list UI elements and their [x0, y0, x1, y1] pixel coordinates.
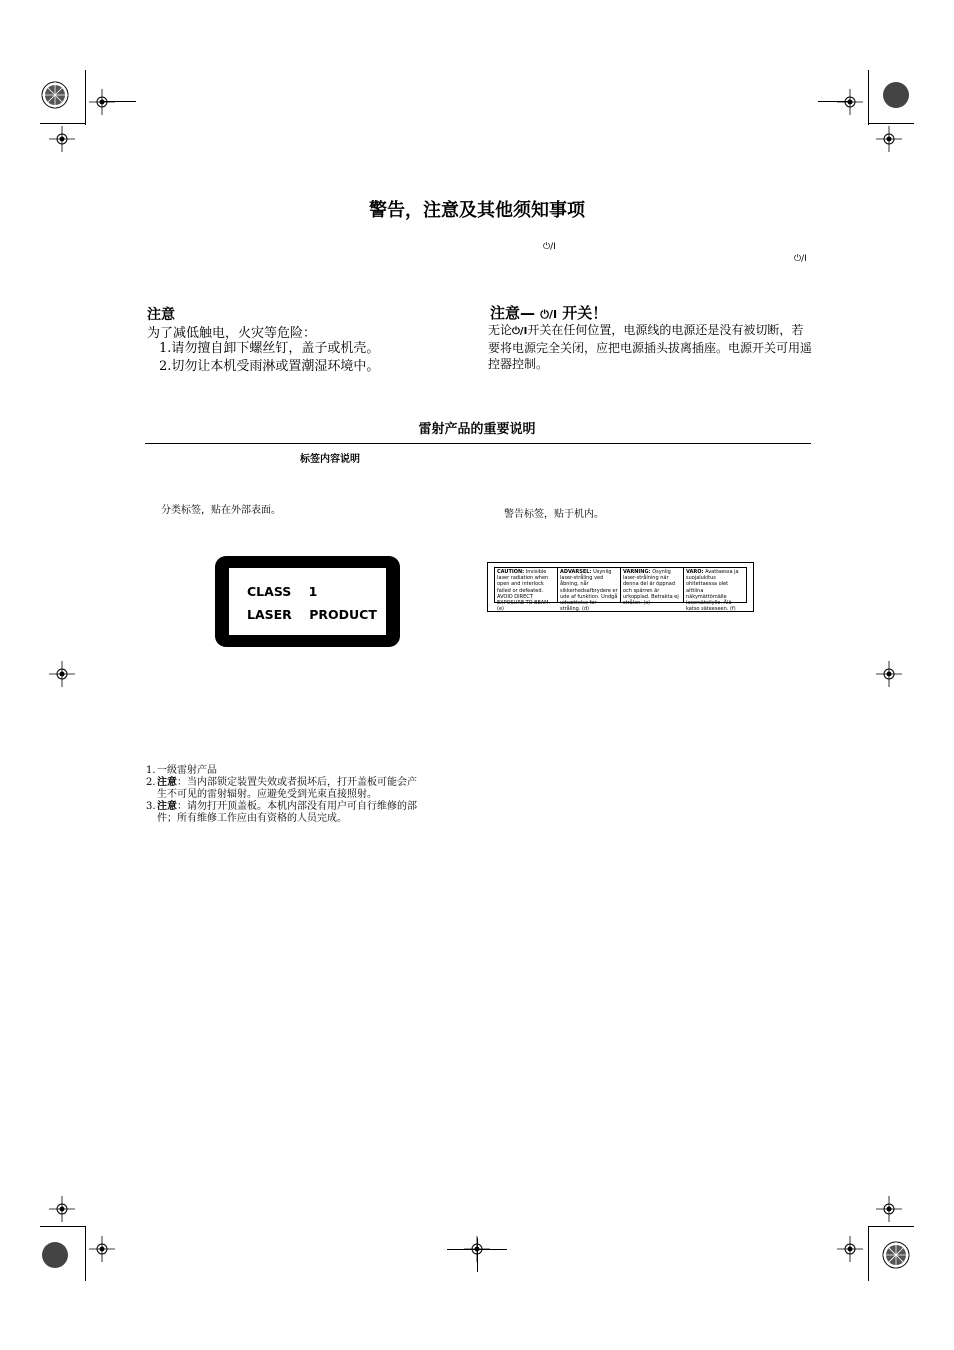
- caution-list: [159, 340, 379, 376]
- registration-mark-bottom-left: [24, 1224, 86, 1286]
- registration-mark-top-right: [865, 64, 927, 126]
- list-item: 2.切勿让本机受雨淋或置潮湿环境中。: [159, 359, 380, 374]
- laser-warning-label: [487, 562, 754, 612]
- crosshair-mark: [89, 1236, 115, 1262]
- heading-suffix: 开关！: [562, 304, 608, 322]
- laser-notes: 1. 一级雷射产品 2. 注意：当内部锁定装置失效或者损坏后，打开盖板可能会产 生不可见的雷射辐射。应避免受到光束直接照射。 3. 注意：请勿打开顶盖板。本机内部没有用户可自行维修的部 件；所有维修工作应由有资格的人员完成。: [146, 765, 446, 825]
- warning-cell: VARO: Avattaessa ja suojalukitus ohitettaessa olet alttiina näkymättömälle lasersäteilylle. Älä katso säteeseen. (f): [686, 569, 739, 613]
- classification-note: 分类标签，贴在外部表面。: [161, 505, 281, 516]
- crosshair-mark: [876, 126, 902, 152]
- power-symbol-icon: ⏻/I: [794, 254, 807, 264]
- caution-intro: 为了减低触电，火灾等危险：: [147, 326, 317, 341]
- label-subtitle: 标签内容说明: [300, 454, 360, 465]
- crosshair-mark: [837, 1236, 863, 1262]
- crop-line: [868, 70, 869, 125]
- crop-line: [40, 123, 86, 124]
- body-text: 开关在任何位置，电源线的电源还是没有被切断，若要将电源完全关闭，应把电源插头拔离插座。电源开关可用遥控器控制。: [488, 323, 813, 371]
- caution-heading: 注意: [147, 307, 175, 323]
- crop-line: [868, 1226, 914, 1227]
- crosshair-mark: [837, 89, 863, 115]
- heading-prefix: 注意—: [490, 304, 536, 322]
- power-symbol-icon: ⏻/I: [512, 326, 528, 337]
- registration-mark-top-left: [24, 64, 86, 126]
- crosshair-mark: [49, 126, 75, 152]
- registration-mark-bottom-right: [865, 1224, 927, 1286]
- crop-line: [868, 1226, 869, 1281]
- list-item: 3. 注意：请勿打开顶盖板。本机内部没有用户可自行维修的部: [146, 801, 417, 812]
- crop-line: [85, 70, 86, 125]
- warning-cell: ADVARSEL: Usynlig laser-stråling ved åbning, når sikkerhedsafbrydere er ude af funktion. Undgå udsættelse for stråling. (d): [558, 568, 621, 602]
- class-label-line1: CLASS 1: [247, 584, 318, 599]
- page-title: 警告，注意及其他须知事项: [369, 200, 585, 221]
- power-switch-body: [488, 322, 813, 372]
- power-switch-heading: [490, 302, 607, 323]
- crosshair-mark: [876, 1196, 902, 1222]
- section-divider: [145, 443, 811, 444]
- crop-line: [868, 123, 914, 124]
- warning-note: 警告标签，贴于机内。: [504, 509, 604, 520]
- laser-section-title: 雷射产品的重要说明: [418, 422, 536, 437]
- power-symbol-icon: ⏻/I: [540, 308, 558, 321]
- list-item: 1. 一级雷射产品: [146, 765, 217, 776]
- body-prefix: 无论: [488, 323, 513, 337]
- crop-line: [40, 1226, 86, 1227]
- list-item: 2. 注意：当内部锁定装置失效或者损坏后，打开盖板可能会产: [146, 777, 417, 788]
- crosshair-mark: [49, 1196, 75, 1222]
- crop-line: [102, 101, 136, 102]
- warning-cell: CAUTION: Invisible laser radiation when open and interlock failed or defeated. AVOID DIRECT EXPOSURE TO BEAM. (e): [495, 568, 558, 602]
- class-label-line2: LASER PRODUCT: [247, 607, 377, 622]
- crosshair-mark: [89, 89, 115, 115]
- crop-line: [85, 1226, 86, 1281]
- class-1-laser-label: [215, 556, 400, 647]
- crosshair-mark: [876, 661, 902, 687]
- power-symbol-icon: ⏻/I: [543, 242, 556, 252]
- warning-cell: VARNING: Osynlig laser-strålning när denna del är öppnad och spärren är urkopplad. Betrakta ej strålen. (s): [621, 568, 684, 602]
- crop-line: [477, 1238, 478, 1272]
- crop-line: [818, 101, 852, 102]
- list-item: 1.请勿擅自卸下螺丝钉，盖子或机壳。: [159, 341, 380, 356]
- crosshair-mark: [49, 661, 75, 687]
